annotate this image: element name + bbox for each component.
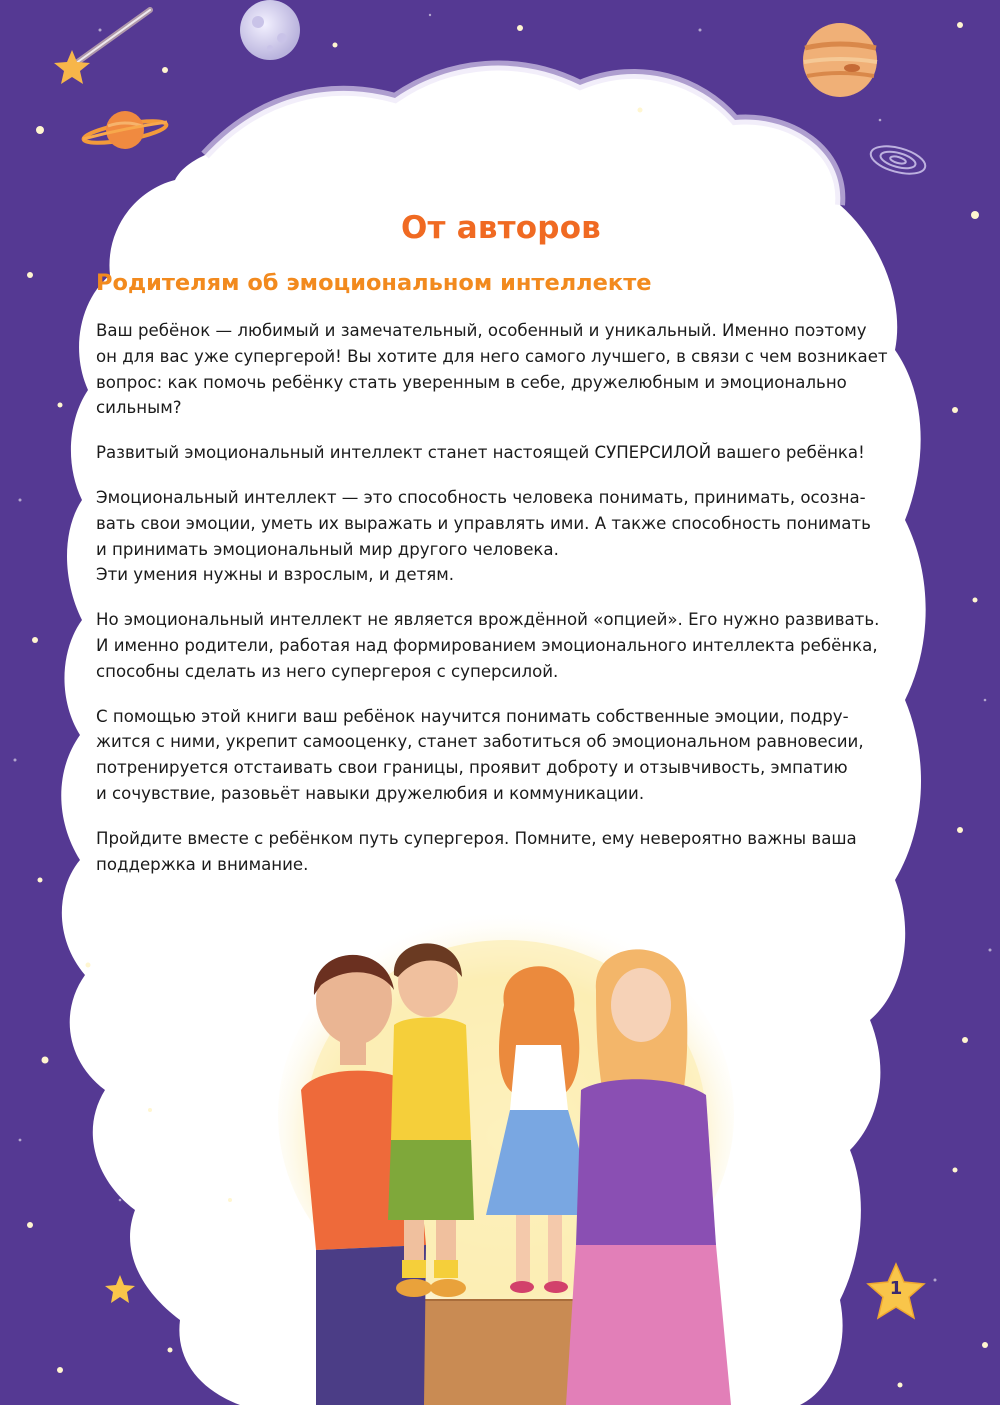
paragraph (96, 826, 908, 878)
paragraph-line: поддержка и внимание. (96, 854, 309, 874)
page-number: 1 (889, 1278, 903, 1299)
paragraph-line: и принимать эмоциональный мир другого человека. (96, 539, 559, 559)
paragraph-line: Эти умения нужны и взрослым, и детям. (96, 565, 455, 585)
paragraph (96, 607, 908, 684)
moon-icon (240, 0, 300, 60)
page-title: От авторов (400, 210, 602, 246)
paragraph-line: жится с ними, укрепит самооценку, станет заботиться об эмоциональном равновесии, (96, 732, 864, 752)
paragraph (96, 704, 908, 807)
paragraph-line: Развитый эмоциональный интеллект станет настоящей СУПЕРСИЛОЙ вашего ребёнка! (96, 443, 865, 463)
paragraph-line: и сочувствие, разовьёт навыки дружелюбия и коммуникации. (96, 783, 645, 803)
paragraph-line: потренируется отстаивать свои границы, проявит доброту и отзывчивость, эмпатию (96, 758, 848, 778)
paragraph-line: вопрос: как помочь ребёнку стать уверенным в себе, дружелюбным и эмоционально (96, 372, 847, 392)
paragraph-line: Ваш ребёнок — любимый и замечательный, особенный и уникальный. Именно поэтому (96, 321, 867, 340)
paragraph-line: вать свои эмоции, уметь их выражать и управлять ими. А также способность понимать (96, 513, 871, 533)
jupiter-icon (803, 23, 877, 97)
paragraph-line: С помощью этой книги ваш ребёнок научится понимать собственные эмоции, подру- (96, 706, 849, 726)
paragraph (96, 485, 908, 588)
paragraph-line: сильным? (96, 398, 182, 418)
paragraph-line: способны сделать из него супергероя с суперсилой. (96, 661, 559, 681)
body-paragraphs (96, 318, 908, 896)
paragraph-line: И именно родители, работая над формированием эмоционального интеллекта ребёнка, (96, 635, 878, 655)
paragraph-line: Эмоциональный интеллект — это способность человека понимать, принимать, осозна- (96, 487, 866, 507)
paragraph-line: он для вас уже супергерой! Вы хотите для него самого лучшего, в связи с чем возникает (96, 346, 888, 366)
paragraph-line: Пройдите вместе с ребёнком путь супергероя. Помните, ему невероятно важны ваша (96, 828, 857, 848)
page-subtitle: Родителям об эмоциональном интеллекте (96, 270, 652, 296)
paragraph (96, 318, 908, 421)
paragraph (96, 440, 908, 466)
family-illustration (276, 915, 736, 1405)
paragraph-line: Но эмоциональный интеллект не является врождённой «опцией». Его нужно развивать. (96, 610, 880, 630)
